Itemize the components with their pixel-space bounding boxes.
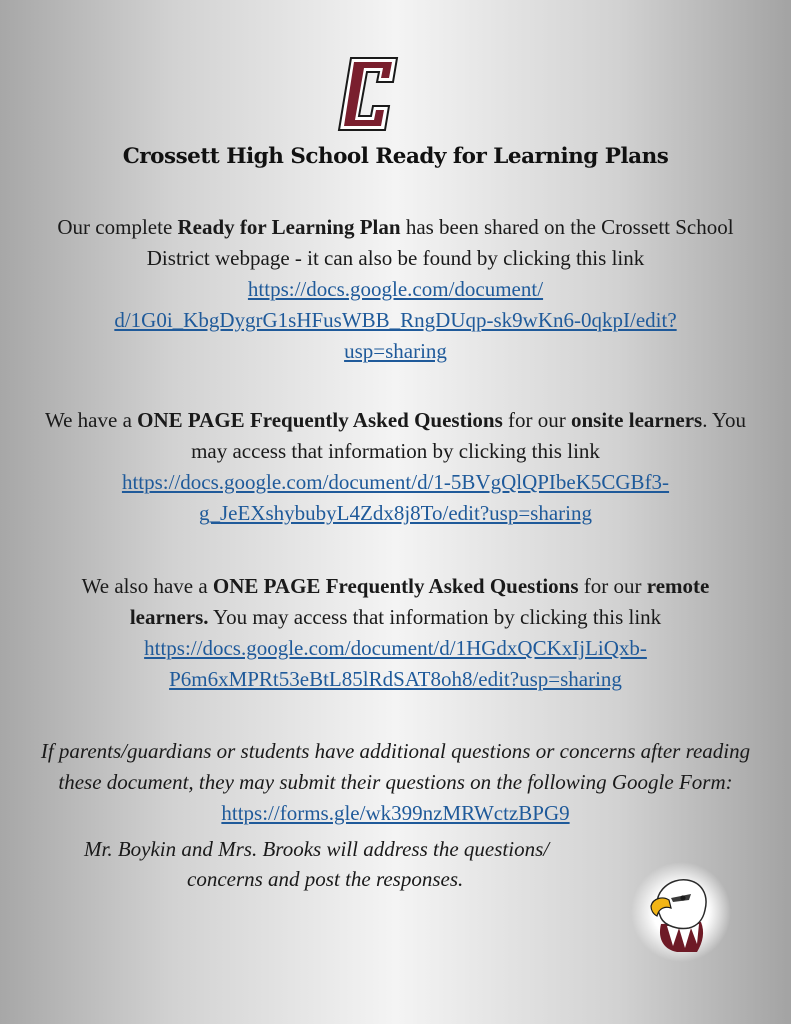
- remote-faq-link[interactable]: https://docs.google.com/document/d/1HGdxQCKxIjLiQxb- P6m6xMPRt53eBtL85lRdSAT8oh8/edit?usp=sharing: [144, 636, 647, 691]
- onsite-paragraph: We have a ONE PAGE Frequently Asked Questions for our onsite learners. You may access that information by clicking this link https://docs.google.com/document/d/1-5BVgQlQPIbeK5CGBf3- g_JeEXshybubyL4Zdx8j8To/edit?usp=sharing: [44, 408, 747, 525]
- eagle-mascot-icon: [631, 862, 731, 962]
- google-form-link[interactable]: https://forms.gle/wk399nzMRWctzBPG9: [221, 801, 570, 825]
- plan-link[interactable]: https://docs.google.com/document/ d/1G0i_KbgDygrG1sHFusWBB_RngDUqp-sk9wKn6-0qkpI/edit? usp=sharing: [114, 277, 677, 363]
- remote-paragraph: We also have a ONE PAGE Frequently Asked Questions for our remote learners. You may access that information by clicking this link https://docs.google.com/document/d/1HGdxQCKxIjLiQxb- P6m6xMPRt53eBtL85lRdSAT8oh8/edit?usp=sharing: [81, 574, 710, 691]
- onsite-faq-link[interactable]: https://docs.google.com/document/d/1-5BVgQlQPIbeK5CGBf3- g_JeEXshybubyL4Zdx8j8To/edit?usp=sharing: [121, 470, 670, 525]
- plan-paragraph: Our complete Ready for Learning Plan has been shared on the Crossett School District webpage - it can also be found by clicking this link https://docs.google.com/document/ d/1G0i_KbgDygrG1sHFusWBB_RngDUqp-sk9wKn6-0qkpI/edit? usp=sharing: [57, 215, 734, 363]
- page-title: Crossett High School Ready for Learning Plans: [122, 144, 669, 169]
- closing-line-1: Mr. Boykin and Mrs. Brooks will address the questions/: [84, 837, 550, 861]
- closing-line-2: concerns and post the responses.: [187, 867, 464, 891]
- google-form-paragraph: If parents/guardians or students have additional questions or concerns after reading these document, they may submit their questions on the following Google Form: https://forms.gle/wk399nzMRWctzBPG9: [40, 739, 751, 825]
- school-logo-icon: [337, 56, 401, 132]
